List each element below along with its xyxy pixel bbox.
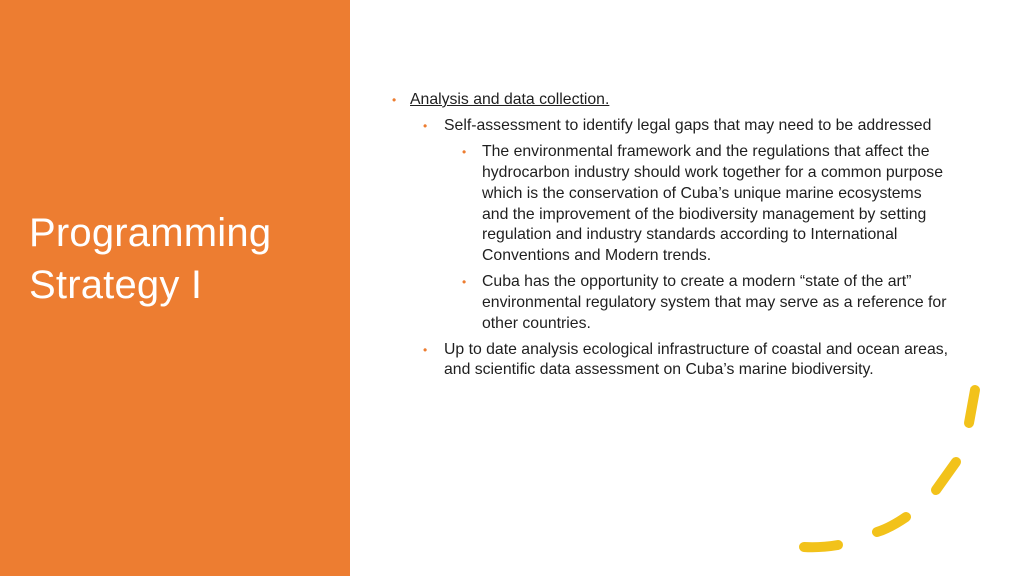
arc-dash-2 <box>936 462 956 490</box>
arc-dash-1 <box>969 390 975 423</box>
slide-title-line-2: Strategy I <box>29 263 203 307</box>
arc-dash-4 <box>804 545 838 547</box>
arc-dash-3 <box>877 517 906 532</box>
bullet-text-ecological-analysis: Up to date analysis ecological infrastructure of coastal and ocean areas, and scientific data assessment on Cuba’s marine biodiversity. <box>444 340 949 379</box>
bullet-marker: • <box>462 275 467 290</box>
bullet-marker: • <box>462 145 467 160</box>
bullet-marker: • <box>392 93 397 107</box>
bullet-text-self-assessment: Self-assessment to identify legal gaps that may need to be addressed <box>444 117 932 135</box>
bullet-text-analysis[interactable]: Analysis and data collection. <box>410 91 610 108</box>
bullet-marker: • <box>423 119 428 134</box>
bullet-text-environmental-framework: The environmental framework and the regulations that affect the hydrocarbon industry should work together for a common purpose which is the conservation of Cuba’s unique marine ecosystems and the improvement of the biodiversity management by setting regulation and industry standards according to International Conventions and Modern trends. <box>482 143 943 264</box>
bullet-text-cuba-opportunity: Cuba has the opportunity to create a modern “state of the art” environmental regulatory system that may serve as a reference for other countries. <box>482 273 947 332</box>
bullet-marker: • <box>423 342 428 357</box>
slide-title-line-1: Programming <box>29 211 272 255</box>
